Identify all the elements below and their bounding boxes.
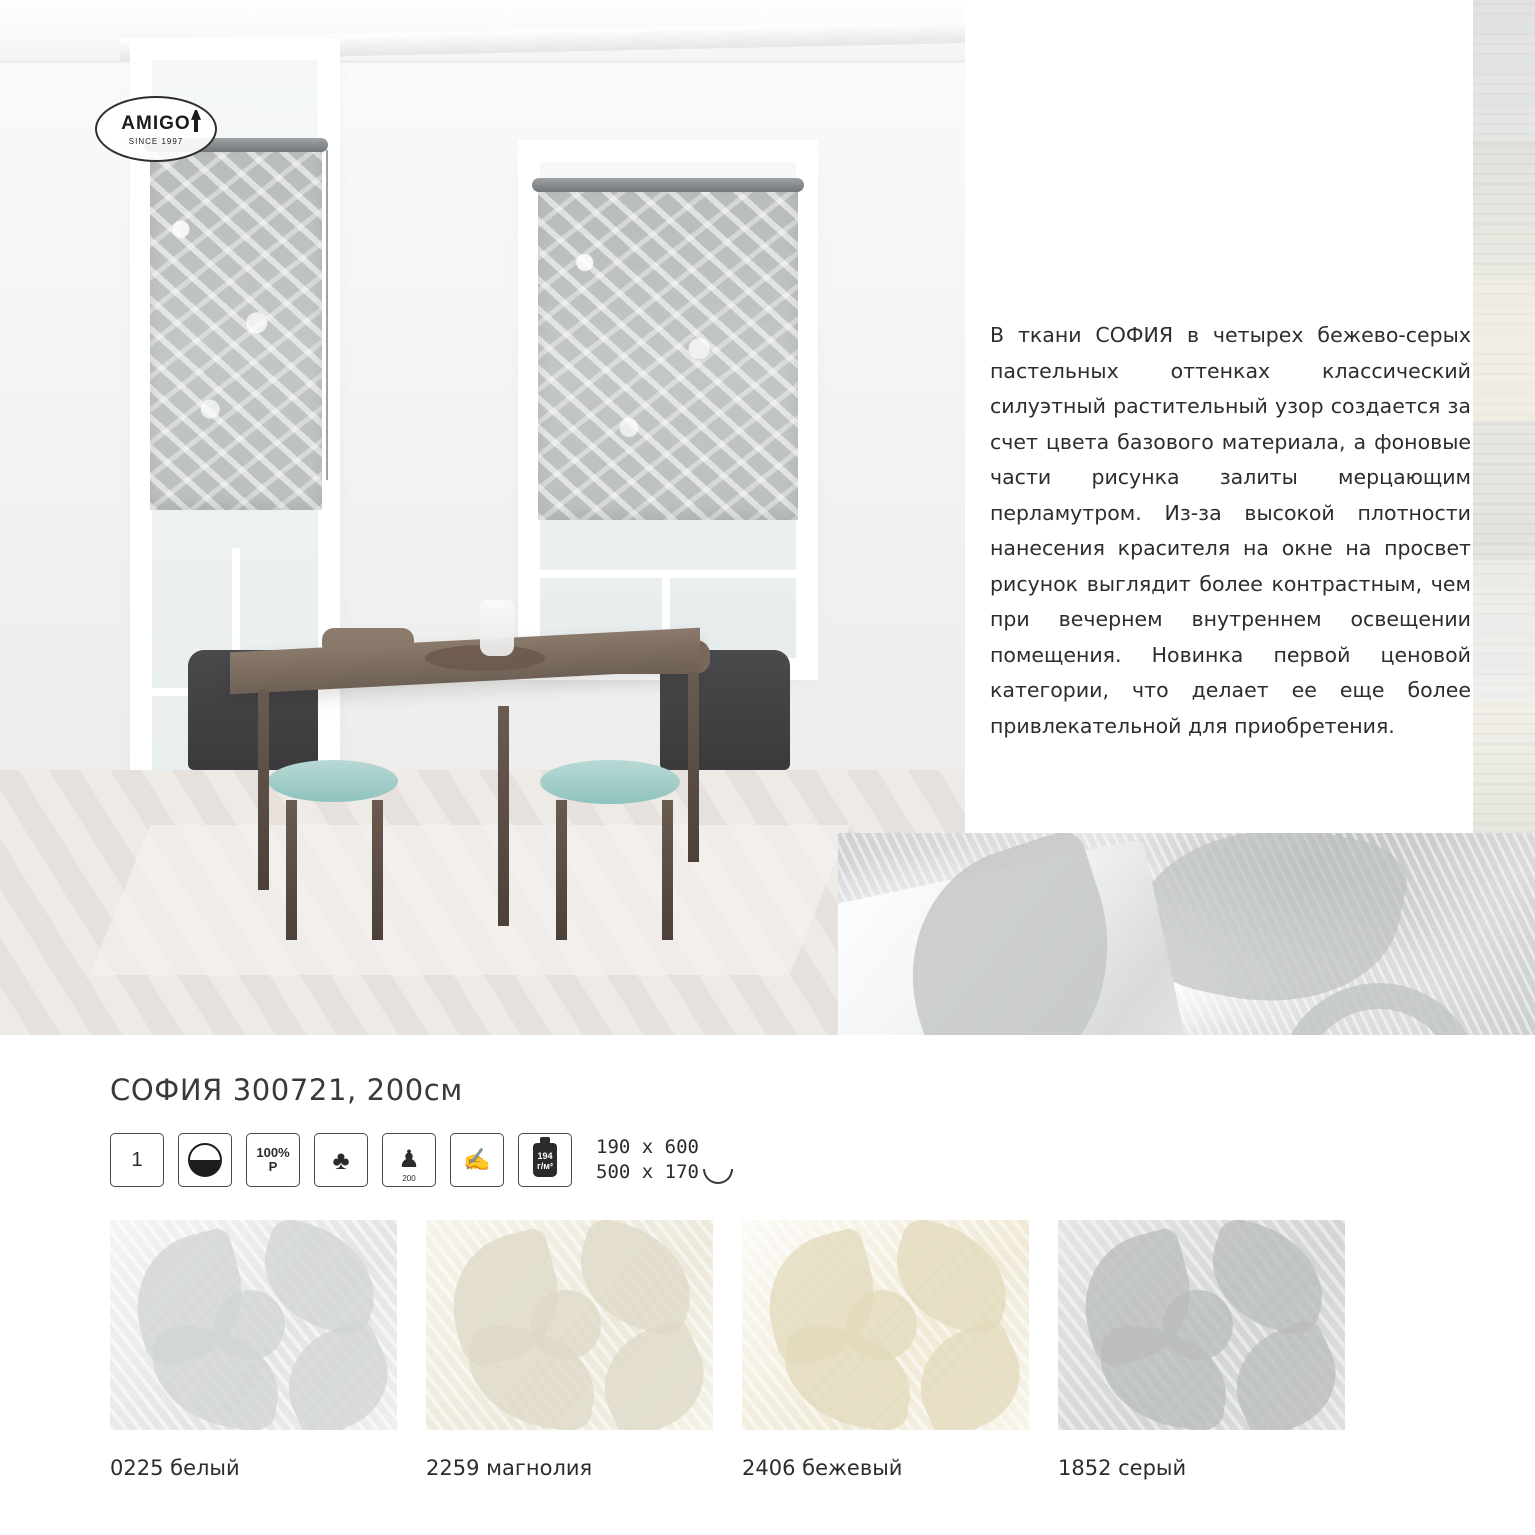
dimensions-line-2: 500 x 170 (596, 1161, 699, 1183)
strip-swatch (1473, 280, 1535, 420)
chair-leg-3 (556, 800, 567, 940)
logo-since: SINCE 1997 (128, 136, 184, 146)
swatch-image-2259[interactable] (426, 1220, 713, 1430)
color-swatch[interactable] (742, 1220, 1029, 1480)
ornament-d (1218, 1315, 1345, 1430)
hero-interior-photo (0, 0, 965, 1035)
table-leg-3 (688, 672, 699, 862)
pictogram-row (110, 1130, 699, 1190)
density-value: 194 г/м² (537, 1151, 553, 1171)
ornament-d (902, 1315, 1029, 1430)
swatch-caption: 1852 серый (1058, 1456, 1187, 1480)
roller-blind-right (538, 190, 798, 520)
floor-highlight (90, 825, 851, 975)
strip-swatch (1473, 420, 1535, 560)
pictogram-composition (246, 1133, 300, 1187)
strip-swatch (1473, 0, 1535, 140)
color-swatch-list (110, 1220, 1345, 1480)
pictogram-price-category (110, 1133, 164, 1187)
logo-name: AMIGO (121, 112, 191, 134)
swatch-caption: 2406 бежевый (742, 1456, 903, 1480)
page-title: СОФИЯ 300721, 200см (110, 1073, 463, 1107)
swatch-caption: 0225 белый (110, 1456, 240, 1480)
roller-blind-left (150, 150, 322, 510)
amigo-figure-icon (191, 110, 201, 132)
ornament-e (847, 1290, 917, 1360)
color-swatch[interactable] (1058, 1220, 1345, 1480)
pictogram-hypoallergenic (314, 1133, 368, 1187)
description-panel (965, 0, 1535, 835)
fabric-pattern (742, 1220, 1029, 1430)
description-text: В ткани СОФИЯ в четырех бежево-серых пастельных оттенках классический силуэтный растительный узор создается за счет цвета базового материала, а фоновые части рисунка залиты мерцающим перламутром. Из-за высокой плотности нанесения красителя на окне на просвет рисунок выглядит более контрастным, чем при вечернем внутреннем освещении помещения. Новинка первой ценовой категории, что делает ее еще более привлекательной для приобретения. (990, 323, 1471, 738)
swatch-image-2406[interactable] (742, 1220, 1029, 1430)
pictogram-care (450, 1133, 504, 1187)
pictogram-density (518, 1133, 572, 1187)
strip-swatch (1473, 140, 1535, 280)
amigo-logo (95, 96, 217, 162)
half-circle-icon (188, 1143, 222, 1177)
clover-icon: ♣ (332, 1145, 350, 1175)
table-leg-2 (498, 706, 509, 926)
blind-chain-left (326, 150, 328, 480)
child-icon: ♟ (398, 1146, 420, 1173)
swatch-caption: 2259 магнолия (426, 1456, 593, 1480)
swatch-image-1852[interactable] (1058, 1220, 1345, 1430)
child-width-label: 200 (402, 1174, 416, 1183)
chair-front-left-seat (268, 760, 398, 802)
chair-leg-1 (286, 800, 297, 940)
ornament-d (270, 1315, 397, 1430)
ornament-e (215, 1290, 285, 1360)
fabric-pattern (110, 1220, 397, 1430)
ornament-e (531, 1290, 601, 1360)
ornament-e (1163, 1290, 1233, 1360)
pictogram-child-safe (382, 1133, 436, 1187)
swatch-image-0225[interactable] (110, 1220, 397, 1430)
bottle-icon (533, 1143, 557, 1177)
fabric-pattern (1058, 1220, 1345, 1430)
chair-front-right-seat (540, 760, 680, 804)
chair-leg-2 (372, 800, 383, 940)
pictogram-light-blocking (178, 1133, 232, 1187)
hand-wipe-icon: ✍ (463, 1147, 491, 1172)
color-swatch[interactable] (426, 1220, 713, 1480)
composition-percent: 100% Р (256, 1145, 290, 1174)
table-leg-1 (258, 690, 269, 890)
parquet-floor (0, 770, 965, 1035)
product-section (0, 1035, 1535, 1535)
fabric-pattern (426, 1220, 713, 1430)
dimensions-line-1: 190 x 600 (596, 1136, 699, 1158)
color-swatch[interactable] (110, 1220, 397, 1480)
strip-swatch (1473, 700, 1535, 840)
chair-leg-4 (662, 800, 673, 940)
blind-tube-right (532, 178, 804, 192)
price-category-label: 1 (131, 1148, 143, 1171)
strip-swatch (1473, 560, 1535, 700)
table-pitcher (480, 600, 514, 656)
dimensions-block (596, 1135, 699, 1185)
ornament-d (586, 1315, 713, 1430)
roll-curve-icon (703, 1169, 733, 1184)
